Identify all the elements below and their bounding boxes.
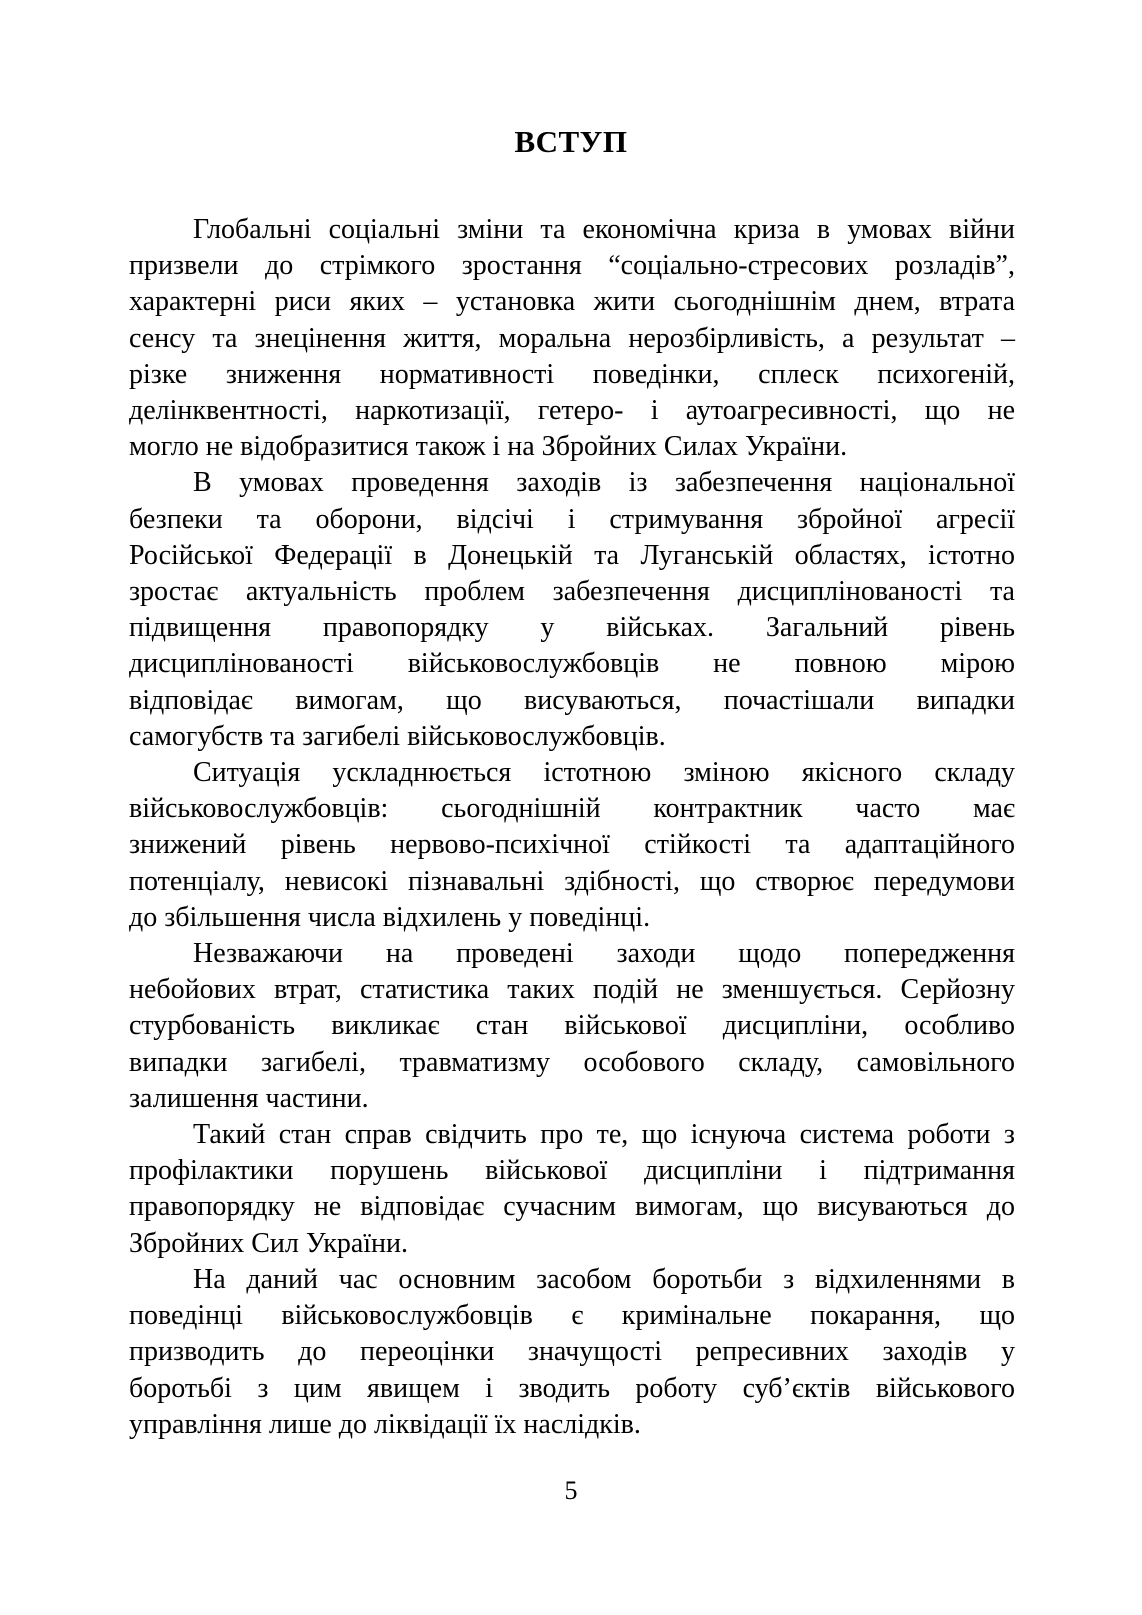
text-line: призводить до переоцінки значущості репресивних заходів у <box>129 1336 1015 1368</box>
text-line: залишення частини. <box>129 1082 369 1114</box>
paragraph-4 <box>129 936 1015 1117</box>
text-line: зростає актуальність проблем забезпечення дисциплінованості та <box>129 576 1015 608</box>
text-line: делінквентності, наркотизації, гетеро- і аутоагресивності, що не <box>129 395 1015 427</box>
text-line: призвели до стрімкого зростання “соціально-стресових розладів”, <box>129 250 1015 282</box>
paragraph-5 <box>129 1117 1015 1262</box>
text-line: самогубств та загибелі військовослужбовців. <box>129 720 666 752</box>
text-line: потенціалу, невисокі пізнавальні здібності, що створює передумови <box>129 865 1015 897</box>
text-line: небойових втрат, статистика таких подій не зменшується. Серйозну <box>129 974 1015 1006</box>
text-line: На даний час основним засобом боротьби з відхиленнями в <box>193 1263 1015 1295</box>
text-line: стурбованість викликає стан військової дисципліни, особливо <box>129 1010 1015 1042</box>
text-line: сенсу та знецінення життя, моральна нерозбірливість, а результат – <box>129 322 1015 354</box>
text-line: профілактики порушень військової дисципліни і підтримання <box>129 1155 1015 1187</box>
text-line: Незважаючи на проведені заходи щодо попередження <box>193 938 1015 970</box>
text-line: Ситуація ускладнюється істотною зміною якісного складу <box>193 757 1015 789</box>
text-line: випадки загибелі, травматизму особового складу, самовільного <box>129 1046 1015 1078</box>
text-line: могло не відобразитися також і на Збройних Силах України. <box>129 431 848 463</box>
text-line: характерні риси яких – установка жити сьогоднішнім днем, втрата <box>129 286 1015 318</box>
text-line: різке зниження нормативності поведінки, сплеск психогеній, <box>129 358 1015 390</box>
text-line: Російської Федерації в Донецькій та Луганській областях, істотно <box>129 539 1015 571</box>
text-line: безпеки та оборони, відсічі і стримування збройної агресії <box>129 503 1015 535</box>
text-line: поведінці військовослужбовців є кримінальне покарання, що <box>129 1300 1015 1332</box>
text-line: боротьбі з цим явищем і зводить роботу суб’єктів військового <box>129 1372 1015 1404</box>
text-line: дисциплінованості військовослужбовців не повною мірою <box>129 648 1015 680</box>
text-line: Глобальні соціальні зміни та економічна криза в умовах війни <box>193 214 1015 245</box>
text-line: відповідає вимогам, що висуваються, почастішали випадки <box>129 684 1015 716</box>
paragraph-3 <box>129 755 1015 936</box>
text-line: Збройних Сил України. <box>129 1227 409 1259</box>
text-line: правопорядку не відповідає сучасним вимогам, що висуваються до <box>129 1191 1015 1223</box>
paragraph-2 <box>129 465 1015 755</box>
text-line: В умовах проведення заходів із забезпечення національної <box>193 467 1015 499</box>
text-line: військовослужбовців: сьогоднішній контрактник часто має <box>129 793 1015 825</box>
paragraph-1 <box>129 212 1015 465</box>
text-line: підвищення правопорядку у військах. Загальний рівень <box>129 612 1015 644</box>
body-text <box>129 212 1015 1443</box>
text-line: управління лише до ліквідації їх наслідків. <box>129 1408 641 1440</box>
text-line: знижений рівень нервово-психічної стійкості та адаптаційного <box>129 829 1015 861</box>
text-line: Такий стан справ свідчить про те, що існуюча система роботи з <box>193 1119 1015 1151</box>
paragraph-6 <box>129 1262 1015 1443</box>
page-number: 5 <box>564 1476 578 1505</box>
page-title: ВСТУП <box>514 124 628 159</box>
text-line: до збільшення числа відхилень у поведінці. <box>129 901 651 933</box>
